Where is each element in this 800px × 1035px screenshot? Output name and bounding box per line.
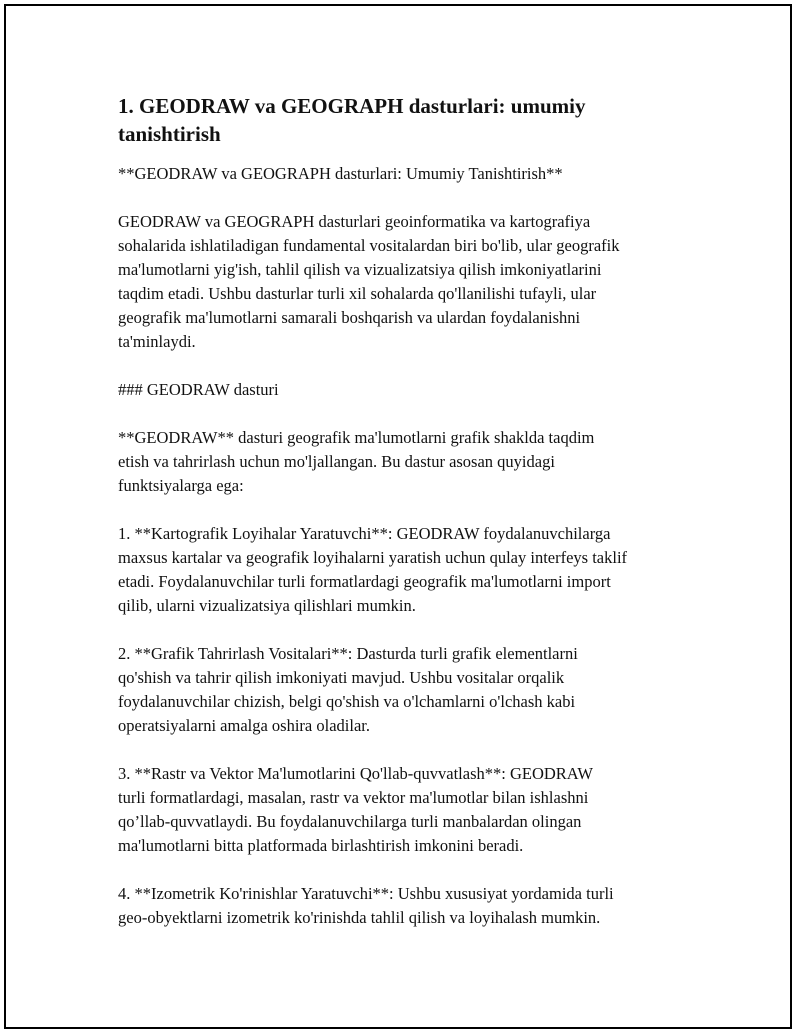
list-item-1 — [118, 522, 698, 618]
text-line: foydalanuvchilar chizish, belgi qo'shish va o'lchamlarni o'lchash kabi — [118, 692, 576, 711]
paragraph-geodraw-desc — [118, 426, 698, 498]
paragraph-title-bold — [118, 162, 698, 186]
text-line: ### GEODRAW dasturi — [118, 380, 279, 399]
text-line: **GEODRAW va GEOGRAPH dasturlari: Umumiy Tanishtirish** — [118, 164, 563, 183]
text-line: 4. **Izometrik Ko'rinishlar Yaratuvchi**: Ushbu xususiyat yordamida turli — [118, 884, 614, 903]
list-item-3 — [118, 762, 698, 858]
text-line: etish va tahrirlash uchun mo'ljallangan. Bu dastur asosan quyidagi — [118, 452, 555, 471]
text-line: ma'lumotlarni yig'ish, tahlil qilish va vizualizatsiya qilish imkoniyatlarini — [118, 260, 602, 279]
text-line: ma'lumotlarni bitta platformada birlashtirish imkonini beradi. — [118, 836, 524, 855]
text-line: operatsiyalarni amalga oshira oladilar. — [118, 716, 370, 735]
text-line: taqdim etadi. Ushbu dasturlar turli xil sohalarda qo'llanilishi tufayli, ular — [118, 284, 597, 303]
text-line: qo’llab-quvvatlaydi. Bu foydalanuvchilarga turli manbalardan olingan — [118, 812, 582, 831]
paragraph-subheading — [118, 378, 698, 402]
text-line: geografik ma'lumotlarni samarali boshqarish va ulardan foydalanishni — [118, 308, 581, 327]
text-line: qo'shish va tahrir qilish imkoniyati mavjud. Ushbu vositalar orqalik — [118, 668, 565, 687]
list-item-2 — [118, 642, 698, 738]
section-heading — [118, 92, 698, 148]
text-line: 2. **Grafik Tahrirlash Vositalari**: Dasturda turli grafik elementlarni — [118, 644, 578, 663]
text-line: turli formatlardagi, masalan, rastr va vektor ma'lumotlar bilan ishlashni — [118, 788, 589, 807]
text-line: 1. **Kartografik Loyihalar Yaratuvchi**: GEODRAW foydalanuvchilarga — [118, 524, 611, 543]
document-body — [118, 92, 698, 954]
text-line: 3. **Rastr va Vektor Ma'lumotlarini Qo'llab-quvvatlash**: GEODRAW — [118, 764, 593, 783]
text-line: **GEODRAW** dasturi geografik ma'lumotlarni grafik shaklda taqdim — [118, 428, 595, 447]
heading-line: tanishtirish — [118, 122, 221, 146]
text-line: ta'minlaydi. — [118, 332, 196, 351]
text-line: maxsus kartalar va geografik loyihalarni yaratish uchun qulay interfeys taklif — [118, 548, 628, 567]
heading-line: 1. GEODRAW va GEOGRAPH dasturlari: umumiy — [118, 94, 586, 118]
text-line: geo-obyektlarni izometrik ko'rinishda tahlil qilish va loyihalash mumkin. — [118, 908, 601, 927]
text-line: GEODRAW va GEOGRAPH dasturlari geoinformatika va kartografiya — [118, 212, 591, 231]
text-line: etadi. Foydalanuvchilar turli formatlardagi geografik ma'lumotlarni import — [118, 572, 611, 591]
list-item-4 — [118, 882, 698, 930]
text-line: qilib, ularni vizualizatsiya qilishlari mumkin. — [118, 596, 416, 615]
text-line: funktsiyalarga ega: — [118, 476, 244, 495]
text-line: sohalarida ishlatiladigan fundamental vositalardan biri bo'lib, ular geografik — [118, 236, 620, 255]
paragraph-intro — [118, 210, 698, 354]
